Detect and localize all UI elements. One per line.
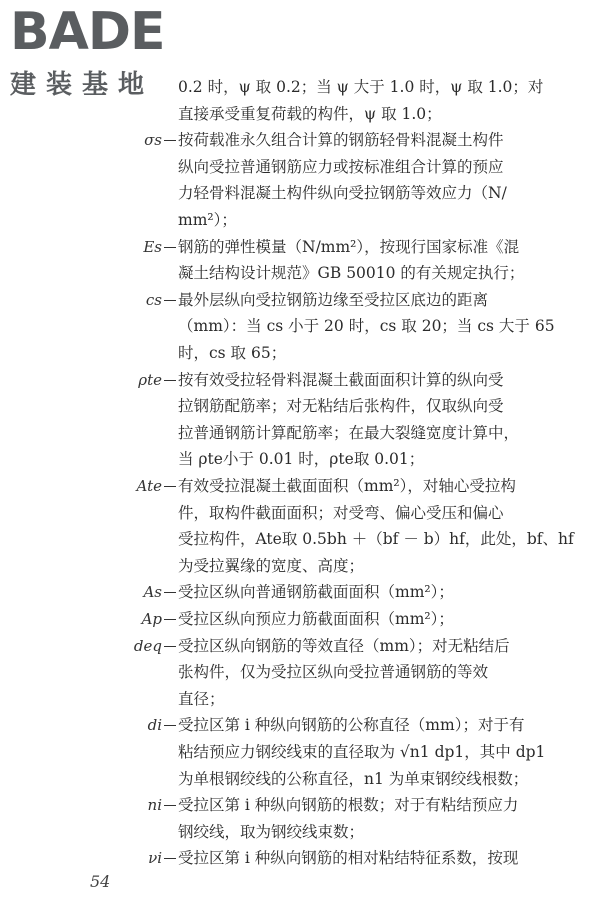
definition-text-line: 凝土结构设计规范》GB 50010 的有关规定执行；	[178, 264, 525, 283]
definition-text-line: 件，取构件截面面积；对受弯、偏心受压和偏心	[178, 503, 504, 522]
definition-text-line: 0.2 时，ψ 取 0.2；当 ψ 大于 1.0 时，ψ 取 1.0；对	[178, 78, 544, 96]
page-number: 54	[90, 872, 111, 891]
definition-symbol: σs	[144, 131, 162, 150]
definition-symbol: ρte	[138, 370, 162, 389]
definition-symbol: ni	[147, 796, 162, 815]
definition-symbol: Es	[143, 237, 162, 256]
definition-symbol: cs	[145, 290, 162, 309]
definition-symbol: Ate	[136, 477, 162, 495]
definition-text-line: 为单根钢绞线的公称直径，n1 为单束钢绞线根数；	[178, 769, 529, 788]
definition-text-line: 张构件，仅为受拉区纵向受拉普通钢筋的等效	[178, 663, 489, 682]
definition-text-line: 拉普通钢筋计算配筋率；在最大裂缝宽度计算中，	[178, 423, 520, 442]
definition-text-line: 有效受拉混凝土截面面积（mm²），对轴心受拉构	[178, 477, 516, 495]
em-dash-separator	[164, 646, 176, 647]
definition-text-line: 受拉区纵向普通钢筋截面面积（mm²）；	[178, 583, 454, 602]
definition-text-line: 按有效受拉轻骨料混凝土截面面积计算的纵向受	[178, 370, 504, 389]
definition-text-line: 当 ρte小于 0.01 时，ρte取 0.01；	[178, 450, 425, 469]
definition-symbol: deq	[133, 636, 162, 655]
definition-text-line: 受拉区第 i 种纵向钢筋的相对粘结特征系数，按现	[178, 849, 519, 868]
em-dash-separator	[164, 858, 176, 859]
definition-text-line: 受拉区第 i 种纵向钢筋的公称直径（mm）；对于有	[178, 716, 525, 735]
definition-text-line: 直径；	[178, 689, 225, 708]
definition-text-line: 受拉区纵向钢筋的等效直径（mm）；对无粘结后	[178, 636, 510, 655]
em-dash-separator	[164, 619, 176, 620]
em-dash-separator	[164, 247, 176, 248]
definition-symbol: νi	[148, 849, 162, 868]
definition-text-line: 受拉区第 i 种纵向钢筋的根数；对于有粘结预应力	[178, 796, 519, 815]
definition-text-line: 为受拉翼缘的宽度、高度；	[178, 556, 365, 575]
em-dash-separator	[164, 300, 176, 301]
definition-symbol: As	[143, 583, 162, 602]
definition-symbol: di	[147, 716, 162, 735]
definition-text-line: 时，cs 取 65；	[178, 344, 287, 362]
definition-text-line: 纵向受拉普通钢筋应力或按标准组合计算的预应	[178, 157, 504, 176]
definition-text-line: 按荷载准永久组合计算的钢筋轻骨料混凝土构件	[178, 131, 504, 150]
definition-text-line: 受拉构件，Ate取 0.5bh ＋（bf － b）hf，此处，bf、hf	[178, 530, 574, 549]
definition-text-line: 受拉区纵向预应力筋截面面积（mm²）；	[178, 610, 454, 628]
definition-text-line: 拉钢筋配筋率；对无粘结后张构件，仅取纵向受	[178, 397, 504, 416]
logo-tagline: 建装基地	[10, 70, 155, 100]
em-dash-separator	[164, 486, 176, 487]
definition-text-line: 力轻骨料混凝土构件纵向受拉钢筋等效应力（N/	[178, 184, 507, 203]
definition-text-line: （mm）：当 cs 小于 20 时，cs 取 20；当 cs 大于 65	[178, 317, 555, 336]
em-dash-separator	[164, 140, 176, 141]
definition-text-line: 粘结预应力钢绞线束的直径取为 √n1 dp1，其中 dp1	[178, 743, 546, 761]
em-dash-separator	[164, 805, 176, 806]
logo-brand-text: BADE	[10, 2, 165, 62]
em-dash-separator	[164, 380, 176, 381]
em-dash-separator	[164, 725, 176, 726]
definition-text-line: mm²）；	[178, 211, 237, 229]
definition-text-line: 钢绞线，取为钢绞线束数；	[178, 822, 365, 841]
definition-text-line: 直接承受重复荷载的构件，ψ 取 1.0；	[178, 104, 442, 123]
definition-text-line: 钢筋的弹性模量（N/mm²），按现行国家标准《混	[178, 237, 520, 256]
definition-text-line: 最外层纵向受拉钢筋边缘至受拉区底边的距离	[178, 290, 489, 309]
em-dash-separator	[164, 592, 176, 593]
definition-symbol: Ap	[141, 610, 162, 628]
